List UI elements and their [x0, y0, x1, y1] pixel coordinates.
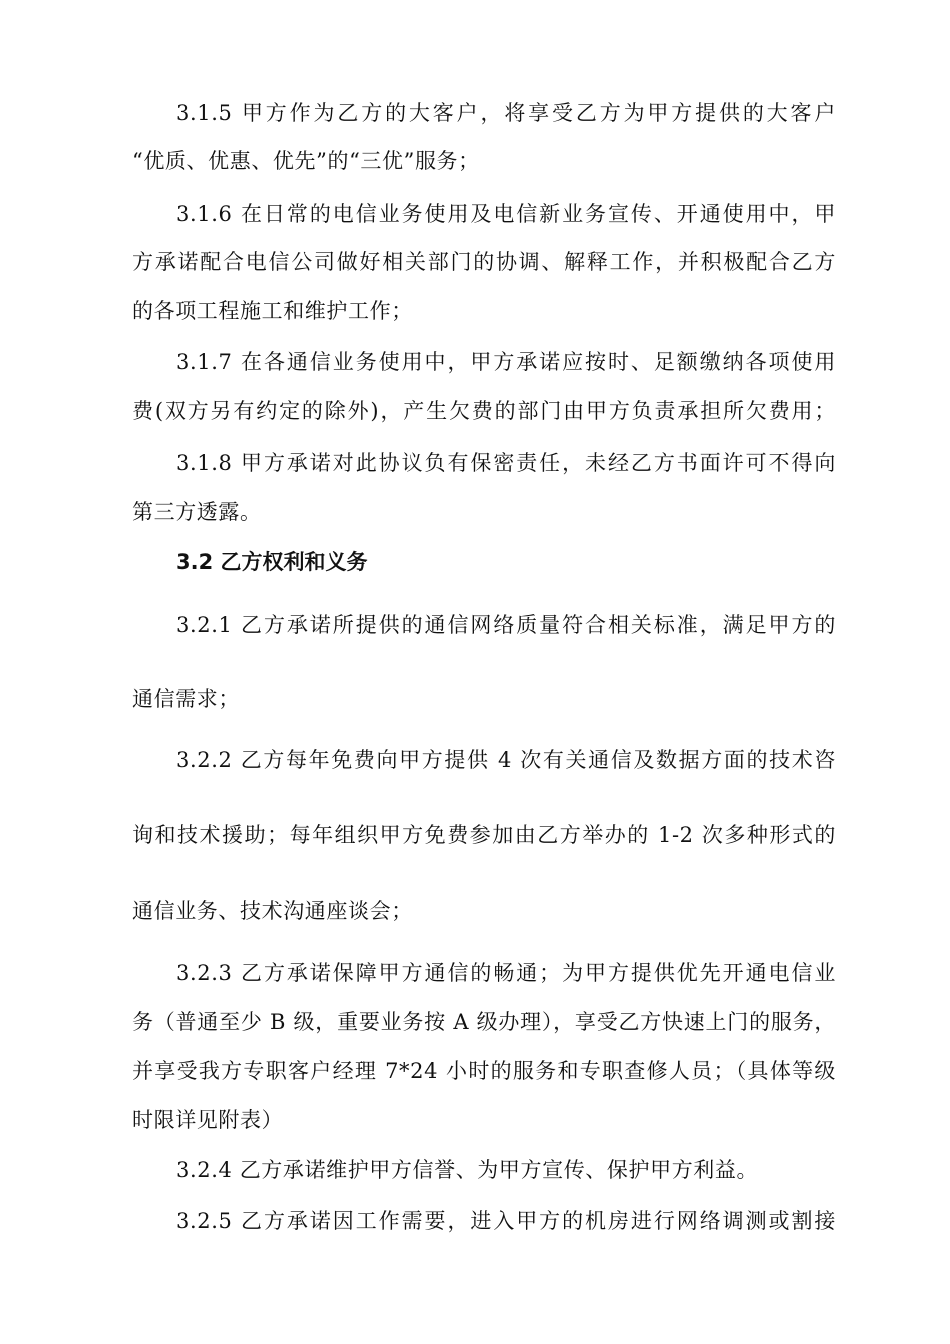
clause-3-2-3-line-4: 时限详见附表）	[132, 1108, 284, 1132]
clause-3-1-5-line-2: “优质、优惠、优先”的“三优”服务；	[132, 149, 480, 173]
clause-3-2-2-line-1: 3.2.2 乙方每年免费向甲方提供 4 次有关通信及数据方面的技术咨	[176, 748, 836, 772]
clause-3-2-2-line-3: 通信业务、技术沟通座谈会；	[132, 899, 413, 923]
clause-3-1-6-line-2: 方承诺配合电信公司做好相关部门的协调、解释工作，并积极配合乙方	[132, 250, 836, 274]
clause-3-1-6-line-1: 3.1.6 在日常的电信业务使用及电信新业务宣传、开通使用中，甲	[176, 202, 836, 226]
clause-3-2-5-line-1: 3.2.5 乙方承诺因工作需要，进入甲方的机房进行网络调测或割接	[176, 1209, 836, 1233]
clause-3-2-3-line-3: 并享受我方专职客户经理 7*24 小时的服务和专职查修人员；（具体等级	[132, 1059, 836, 1083]
clause-3-1-7-line-1: 3.1.7 在各通信业务使用中，甲方承诺应按时、足额缴纳各项使用	[176, 350, 836, 374]
clause-3-2-2-line-2: 询和技术援助；每年组织甲方免费参加由乙方举办的 1-2 次多种形式的	[132, 823, 836, 847]
clause-3-2-1-line-2: 通信需求；	[132, 687, 240, 711]
clause-3-2-3-line-2: 务（普通至少 B 级，重要业务按 A 级办理），享受乙方快速上门的服务，	[132, 1010, 836, 1034]
clause-3-1-8-line-1: 3.1.8 甲方承诺对此协议负有保密责任，未经乙方书面许可不得向	[176, 451, 836, 475]
clause-3-1-8-line-2: 第三方透露。	[132, 500, 262, 524]
clause-3-2-1-line-1: 3.2.1 乙方承诺所提供的通信网络质量符合相关标准，满足甲方的	[176, 613, 836, 637]
clause-3-2-4-line-1: 3.2.4 乙方承诺维护甲方信誉、为甲方宣传、保护甲方利益。	[176, 1158, 759, 1182]
clause-3-2-3-line-1: 3.2.3 乙方承诺保障甲方通信的畅通；为甲方提供优先开通电信业	[176, 961, 836, 985]
clause-3-1-6-line-3: 的各项工程施工和维护工作；	[132, 299, 413, 323]
clause-3-1-5-line-1: 3.1.5 甲方作为乙方的大客户，将享受乙方为甲方提供的大客户	[176, 101, 836, 125]
clause-3-1-7-line-2: 费(双方另有约定的除外)，产生欠费的部门由甲方负责承担所欠费用；	[132, 399, 836, 423]
section-heading-3-2: 3.2 乙方权利和义务	[176, 550, 368, 574]
